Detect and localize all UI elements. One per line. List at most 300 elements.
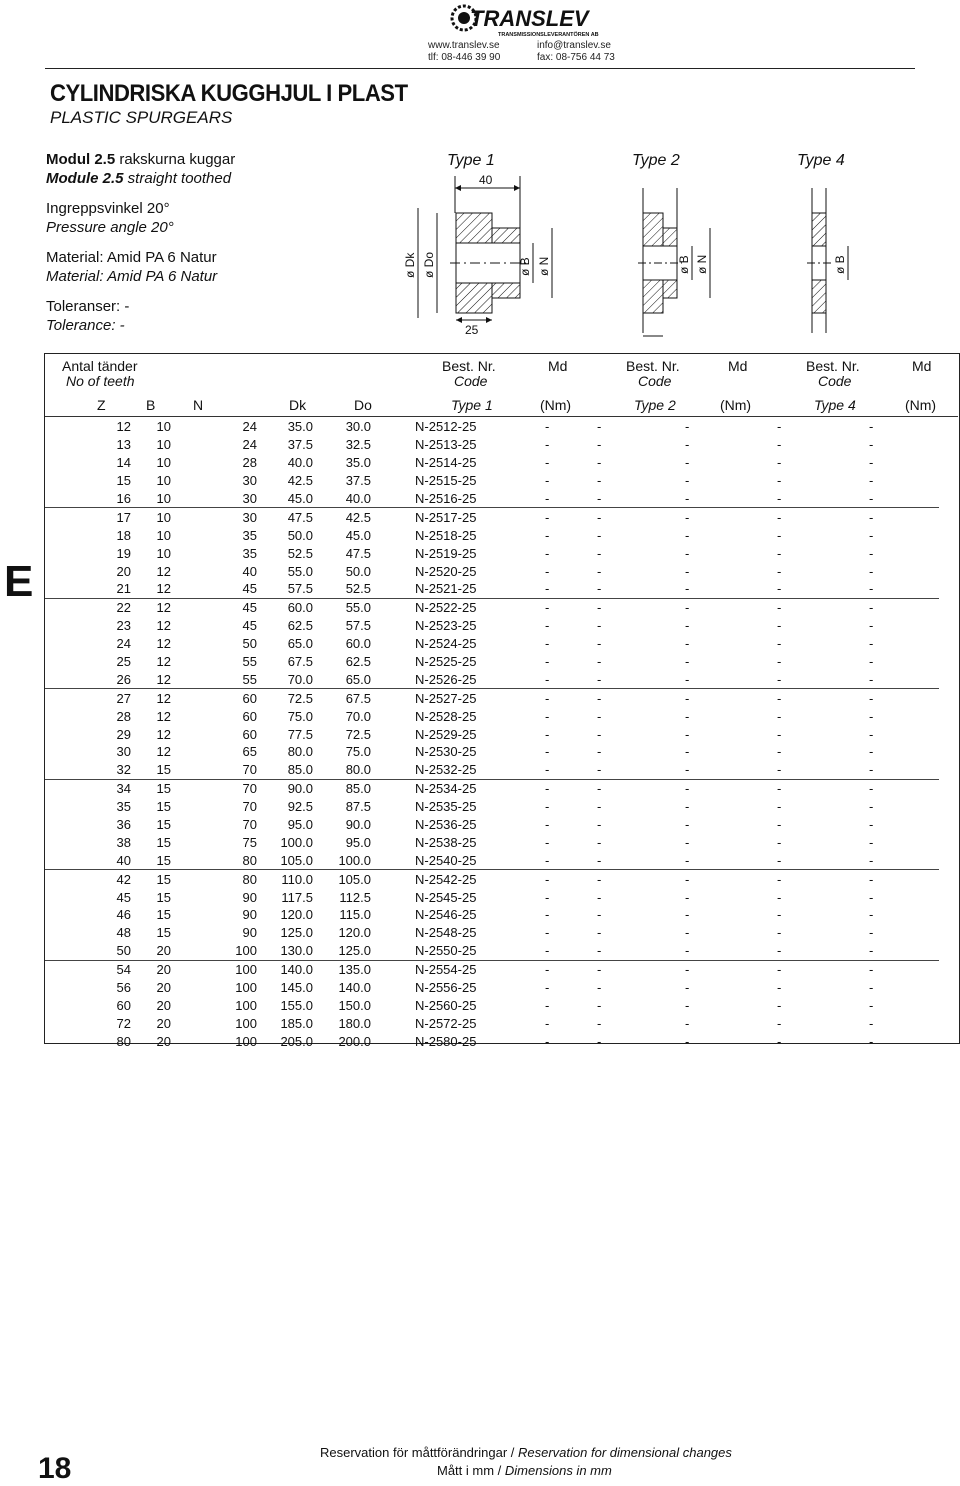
table-cell: 10 xyxy=(156,419,171,435)
table-cell: 200.0 xyxy=(338,1033,371,1049)
website-link[interactable]: www.translev.se xyxy=(428,40,500,51)
table-cell: - xyxy=(495,598,587,616)
table-cell: 60 xyxy=(116,997,131,1013)
table-cell: - xyxy=(545,1015,550,1031)
material-sv: Material: Amid PA 6 Natur xyxy=(46,249,217,266)
table-cell: 36 xyxy=(116,817,131,833)
table-cell: 62.5 xyxy=(287,618,313,634)
table-cell: - xyxy=(859,870,939,888)
table-cell: 35.0 xyxy=(345,455,371,471)
row-spacer xyxy=(45,979,83,997)
table-cell: N-2554-25 xyxy=(371,960,495,978)
table-cell: - xyxy=(767,960,859,978)
table-cell: N-2532-25 xyxy=(415,762,477,778)
table-cell: - xyxy=(495,960,587,978)
table-cell: 185.0 xyxy=(280,1015,313,1031)
table-cell: - xyxy=(685,1015,690,1031)
table-cell: 16 xyxy=(116,491,131,506)
table-cell: - xyxy=(545,889,550,905)
table-row xyxy=(45,562,939,580)
row-spacer xyxy=(45,617,83,635)
table-cell: - xyxy=(767,689,859,707)
table-cell: N-2530-25 xyxy=(415,744,477,760)
table-cell: 32.5 xyxy=(345,437,371,453)
table-cell: - xyxy=(545,907,550,923)
logo-brand-text: TRANSLEV xyxy=(470,6,589,31)
type4-drawing xyxy=(807,188,848,333)
table-cell: 10 xyxy=(131,508,171,526)
best-nr-1: Best. Nr. xyxy=(442,358,496,374)
table-cell: 46 xyxy=(116,907,131,923)
table-cell: - xyxy=(495,779,587,797)
col-dk: Dk xyxy=(289,397,307,413)
table-cell: N-2538-25 xyxy=(415,834,477,850)
table-cell: 30.0 xyxy=(345,419,371,435)
table-cell: - xyxy=(545,671,550,687)
table-cell: - xyxy=(685,817,690,833)
table-row xyxy=(45,816,939,834)
table-row xyxy=(45,635,939,653)
table-cell: 120.0 xyxy=(338,925,371,941)
table-cell: - xyxy=(545,491,550,506)
table-cell: 140.0 xyxy=(338,980,371,996)
row-spacer xyxy=(45,779,83,797)
table-cell: 67.5 xyxy=(313,689,371,707)
table-cell: - xyxy=(587,689,675,707)
table-cell: N-2535-25 xyxy=(415,799,477,815)
table-cell: - xyxy=(869,527,874,543)
table-cell: - xyxy=(545,980,550,996)
table-cell: - xyxy=(597,563,602,579)
table-cell: 12 xyxy=(156,581,171,597)
table-cell: 32 xyxy=(116,762,131,778)
table-cell: 110.0 xyxy=(257,870,313,888)
table-cell: - xyxy=(869,744,874,760)
table-cell: 48 xyxy=(116,925,131,941)
row-spacer xyxy=(45,816,83,834)
table-cell: - xyxy=(597,980,602,996)
table-cell: - xyxy=(777,563,782,579)
table-cell: - xyxy=(869,1033,874,1049)
table-cell: - xyxy=(869,799,874,815)
table-cell: 95.0 xyxy=(345,834,371,850)
table-row xyxy=(45,743,939,761)
table-cell: N-2529-25 xyxy=(415,726,477,742)
table-cell: N-2534-25 xyxy=(371,779,495,797)
table-cell: - xyxy=(545,563,550,579)
table-cell: - xyxy=(869,980,874,996)
table-cell: N-2522-25 xyxy=(371,598,495,616)
table-cell: - xyxy=(869,726,874,742)
table-cell: 15 xyxy=(156,852,171,868)
table-row xyxy=(45,689,939,707)
material-en: Material: Amid PA 6 Natur xyxy=(46,268,218,285)
type1-drawing xyxy=(403,173,552,337)
table-cell: 10 xyxy=(156,491,171,506)
table-cell: 23 xyxy=(116,618,131,634)
table-cell: 70.0 xyxy=(287,671,313,687)
table-cell: 150.0 xyxy=(338,997,371,1013)
table-cell: 40 xyxy=(242,563,257,579)
spec-block xyxy=(46,150,235,346)
table-cell: 15 xyxy=(156,799,171,815)
table-cell: - xyxy=(777,581,782,597)
table-cell: 60 xyxy=(171,689,257,707)
table-cell: - xyxy=(777,997,782,1013)
table-cell: 12 xyxy=(156,671,171,687)
table-cell: - xyxy=(545,726,550,742)
table-cell: - xyxy=(545,834,550,850)
table-cell: - xyxy=(597,671,602,687)
table-cell: - xyxy=(777,473,782,489)
table-cell: 42.5 xyxy=(313,508,371,526)
table-cell: - xyxy=(777,1033,782,1049)
row-spacer xyxy=(45,761,83,779)
table-cell: 12 xyxy=(131,689,171,707)
table-cell: 90 xyxy=(242,907,257,923)
row-spacer xyxy=(45,454,83,472)
table-cell: 70.0 xyxy=(345,708,371,724)
table-cell: 37.5 xyxy=(345,473,371,489)
row-spacer xyxy=(45,472,83,490)
table-cell: 42 xyxy=(83,870,131,888)
type1-n-label: ø N xyxy=(537,256,551,276)
table-cell: N-2550-25 xyxy=(415,943,477,959)
table-cell: 105.0 xyxy=(280,852,313,868)
table-cell: 92.5 xyxy=(287,799,313,815)
section-letter: E xyxy=(4,557,34,606)
table-cell: 47.5 xyxy=(257,508,313,526)
col-nm4: (Nm) xyxy=(905,397,937,413)
table-cell: - xyxy=(597,581,602,597)
table-cell: 75 xyxy=(242,834,257,850)
table-cell: 125.0 xyxy=(338,943,371,959)
table-cell: 105.0 xyxy=(313,870,371,888)
table-cell: - xyxy=(777,889,782,905)
table-cell: - xyxy=(777,852,782,868)
table-cell: 10 xyxy=(156,473,171,489)
table-row xyxy=(45,725,939,743)
table-cell: 55 xyxy=(242,654,257,670)
table-cell: 10 xyxy=(156,545,171,561)
table-cell: - xyxy=(685,762,690,778)
md-4: Md xyxy=(912,358,932,374)
code-1: Code xyxy=(454,373,488,389)
table-cell: N-2515-25 xyxy=(415,473,477,489)
table-cell: - xyxy=(777,654,782,670)
table-cell: 145.0 xyxy=(280,980,313,996)
table-cell: 40 xyxy=(116,852,131,868)
table-cell: - xyxy=(597,419,602,435)
table-cell: 20 xyxy=(156,1033,171,1049)
row-spacer xyxy=(45,960,83,978)
table-cell: - xyxy=(777,491,782,506)
table-cell: - xyxy=(869,581,874,597)
table-cell: - xyxy=(685,799,690,815)
table-cell: 20 xyxy=(116,563,131,579)
table-cell: - xyxy=(597,636,602,652)
table-cell: - xyxy=(869,654,874,670)
module-en: Module 2.5 straight toothed xyxy=(46,170,232,187)
table-cell: - xyxy=(869,545,874,561)
table-cell: 12 xyxy=(156,563,171,579)
table-cell: - xyxy=(859,960,939,978)
table-cell: N-2521-25 xyxy=(415,581,477,597)
table-cell: 54 xyxy=(83,960,131,978)
table-row xyxy=(45,924,939,942)
type1-label: Type 1 xyxy=(447,152,495,169)
table-cell: - xyxy=(495,508,587,526)
table-cell: - xyxy=(597,997,602,1013)
md-1: Md xyxy=(548,358,568,374)
table-cell: 15 xyxy=(156,817,171,833)
table-cell: 65.0 xyxy=(287,636,313,652)
table-cell: 28 xyxy=(116,708,131,724)
table-cell: - xyxy=(777,708,782,724)
table-cell: - xyxy=(685,980,690,996)
table-cell: 19 xyxy=(116,545,131,561)
table-cell: - xyxy=(597,925,602,941)
table-cell: 205.0 xyxy=(280,1033,313,1049)
table-cell: - xyxy=(495,870,587,888)
phone-text: tlf: 08-446 39 90 xyxy=(428,52,501,63)
table-cell: 15 xyxy=(156,762,171,778)
table-cell: - xyxy=(545,943,550,959)
table-row xyxy=(45,942,939,960)
table-cell: - xyxy=(777,527,782,543)
table-cell: 30 xyxy=(242,473,257,489)
table-cell: - xyxy=(777,1015,782,1031)
table-cell: - xyxy=(675,508,767,526)
row-spacer xyxy=(45,851,83,869)
table-cell: - xyxy=(859,689,939,707)
table-cell: 30 xyxy=(171,508,257,526)
table-cell: 67.5 xyxy=(287,654,313,670)
table-cell: - xyxy=(545,437,550,453)
table-cell: - xyxy=(685,581,690,597)
row-spacer xyxy=(45,526,83,544)
table-cell: - xyxy=(685,925,690,941)
row-spacer xyxy=(45,580,83,598)
table-row xyxy=(45,1032,939,1050)
table-cell: 30 xyxy=(242,491,257,506)
table-cell: N-2514-25 xyxy=(415,455,477,471)
table-cell: 100 xyxy=(235,1015,257,1031)
col-do: Do xyxy=(354,397,372,413)
row-spacer xyxy=(45,888,83,906)
table-cell: 20 xyxy=(156,1015,171,1031)
table-cell: 14 xyxy=(116,455,131,471)
table-cell: - xyxy=(587,779,675,797)
table-cell: - xyxy=(587,598,675,616)
table-cell: 42.5 xyxy=(287,473,313,489)
table-cell: 100 xyxy=(235,980,257,996)
table-cell: - xyxy=(685,473,690,489)
table-cell: 15 xyxy=(156,925,171,941)
table-cell: - xyxy=(869,889,874,905)
gear-drawings xyxy=(390,168,870,348)
table-cell: N-2572-25 xyxy=(415,1015,477,1031)
table-cell: - xyxy=(597,1033,602,1049)
table-cell: 80.0 xyxy=(345,762,371,778)
table-cell: - xyxy=(869,817,874,833)
table-cell: 100 xyxy=(171,960,257,978)
row-spacer xyxy=(45,670,83,688)
table-cell: - xyxy=(685,455,690,471)
table-cell: - xyxy=(685,943,690,959)
table-cell: - xyxy=(597,889,602,905)
table-cell: - xyxy=(545,545,550,561)
table-cell: - xyxy=(869,671,874,687)
table-cell: - xyxy=(675,689,767,707)
table-cell: - xyxy=(777,437,782,453)
table-cell: - xyxy=(777,834,782,850)
table-cell: - xyxy=(685,491,690,506)
table-row xyxy=(45,436,939,454)
table-cell: N-2520-25 xyxy=(415,563,477,579)
table-cell: 70 xyxy=(242,762,257,778)
table-cell: 75.0 xyxy=(287,708,313,724)
table-cell: - xyxy=(685,527,690,543)
table-cell: 50.0 xyxy=(345,563,371,579)
table-cell: 27 xyxy=(83,689,131,707)
row-spacer xyxy=(45,436,83,454)
table-cell: 20 xyxy=(156,997,171,1013)
table-cell: 45 xyxy=(116,889,131,905)
row-spacer xyxy=(45,743,83,761)
row-spacer xyxy=(45,707,83,725)
tolerance-sv: Toleranser: - xyxy=(46,298,130,315)
table-cell: - xyxy=(545,618,550,634)
table-cell: - xyxy=(869,708,874,724)
table-cell: 70 xyxy=(242,799,257,815)
col-type2: Type 2 xyxy=(634,397,676,413)
table-cell: 47.5 xyxy=(345,545,371,561)
table-cell: 15 xyxy=(156,834,171,850)
table-cell: 117.5 xyxy=(281,889,313,905)
table-cell: 57.5 xyxy=(345,618,371,634)
table-cell: 72.5 xyxy=(345,726,371,742)
header-rule xyxy=(45,416,958,417)
table-cell: 80 xyxy=(242,852,257,868)
col-nm2: (Nm) xyxy=(720,397,752,413)
table-cell: N-2528-25 xyxy=(415,708,477,724)
table-cell: - xyxy=(767,598,859,616)
pressure-en: Pressure angle 20° xyxy=(46,219,174,236)
table-cell: N-2546-25 xyxy=(415,907,477,923)
table-cell: - xyxy=(597,473,602,489)
table-cell: - xyxy=(597,491,602,506)
table-cell: 35.0 xyxy=(287,419,313,435)
table-cell: - xyxy=(777,545,782,561)
table-cell: - xyxy=(685,563,690,579)
table-cell: 90.0 xyxy=(345,817,371,833)
table-cell: - xyxy=(859,598,939,616)
table-row xyxy=(45,580,939,598)
table-row xyxy=(45,997,939,1015)
table-cell: 50.0 xyxy=(287,527,313,543)
table-cell: N-2580-25 xyxy=(415,1033,477,1049)
table-cell: N-2524-25 xyxy=(415,636,477,652)
table-cell: 10 xyxy=(156,455,171,471)
table-cell: - xyxy=(545,852,550,868)
table-cell: 135.0 xyxy=(313,960,371,978)
md-2: Md xyxy=(728,358,748,374)
table-cell: - xyxy=(777,762,782,778)
table-cell: - xyxy=(545,527,550,543)
table-row xyxy=(45,888,939,906)
type1-b-label: ø B xyxy=(518,257,532,276)
table-cell: 60 xyxy=(242,726,257,742)
row-spacer xyxy=(45,997,83,1015)
table-cell: - xyxy=(597,618,602,634)
table-cell: - xyxy=(859,508,939,526)
table-cell: - xyxy=(869,997,874,1013)
code-2: Code xyxy=(638,373,672,389)
table-cell: - xyxy=(777,980,782,996)
tolerance-en: Tolerance: - xyxy=(46,317,125,334)
table-cell: - xyxy=(685,654,690,670)
table-cell: 100.0 xyxy=(338,852,371,868)
table-cell: 17 xyxy=(83,508,131,526)
table-cell: - xyxy=(685,671,690,687)
table-row xyxy=(45,544,939,562)
logo-sub-text: TRANSMISSIONSLEVERANTÖREN AB xyxy=(498,32,599,38)
table-cell: - xyxy=(597,708,602,724)
table-cell: 87.5 xyxy=(345,799,371,815)
table-row xyxy=(45,761,939,779)
table-cell: 24 xyxy=(242,419,257,435)
table-cell: 29 xyxy=(116,726,131,742)
code-4: Code xyxy=(818,373,852,389)
email-link[interactable]: info@translev.se xyxy=(537,40,611,51)
table-cell: N-2517-25 xyxy=(371,508,495,526)
table-cell: 12 xyxy=(156,726,171,742)
header-divider xyxy=(45,68,915,69)
type2-n-label: ø N xyxy=(695,254,709,274)
table-cell: - xyxy=(597,762,602,778)
table-cell: 52.5 xyxy=(287,545,313,561)
table-cell: - xyxy=(869,762,874,778)
table-cell: 90 xyxy=(242,925,257,941)
table-row xyxy=(45,1014,939,1032)
dim-40-label: 40 xyxy=(479,173,493,187)
footer-reservation: Reservation för måttförändringar / Reservation for dimensional changes xyxy=(320,1445,732,1460)
row-spacer xyxy=(45,490,83,508)
table-cell: 28 xyxy=(242,455,257,471)
table-cell: - xyxy=(777,744,782,760)
fax-text: fax: 08-756 44 73 xyxy=(537,52,615,63)
table-cell: 52.5 xyxy=(345,581,371,597)
table-cell: 100 xyxy=(235,1033,257,1049)
table-cell: 75.0 xyxy=(345,744,371,760)
table-cell: - xyxy=(869,636,874,652)
table-cell: - xyxy=(777,799,782,815)
table-cell: - xyxy=(545,1033,550,1049)
table-cell: N-2545-25 xyxy=(415,889,477,905)
table-cell: 50 xyxy=(116,943,131,959)
table-cell: N-2519-25 xyxy=(415,545,477,561)
table-cell: 57.5 xyxy=(287,581,313,597)
table-cell: 100 xyxy=(235,997,257,1013)
table-row xyxy=(45,418,939,436)
table-row xyxy=(45,526,939,544)
table-cell: 90.0 xyxy=(257,779,313,797)
table-cell: 12 xyxy=(156,744,171,760)
table-cell: - xyxy=(675,960,767,978)
table-cell: 80 xyxy=(171,870,257,888)
table-cell: 20 xyxy=(131,960,171,978)
